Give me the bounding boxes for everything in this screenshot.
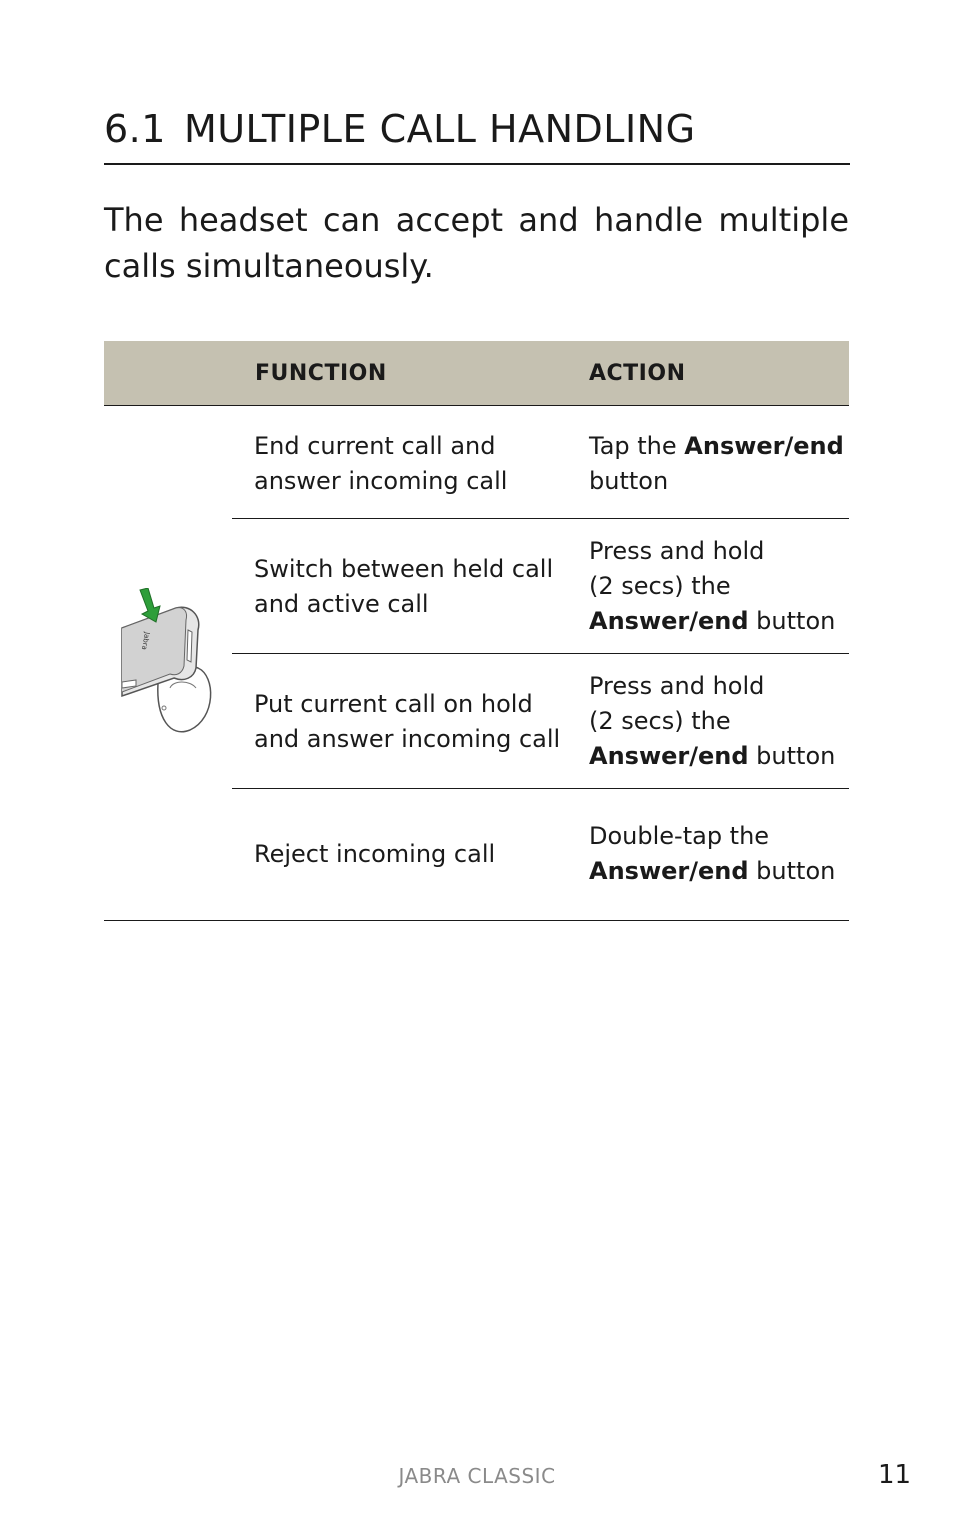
press-arrow-icon: [140, 588, 160, 622]
action-text: button: [748, 607, 836, 635]
function-text: and active call: [254, 590, 429, 618]
footer-brand: JABRA CLASSIC: [398, 1464, 556, 1488]
action-text: Tap the: [589, 432, 685, 460]
function-cell: [254, 429, 564, 499]
intro-paragraph: The headset can accept and handle multiple calls simultaneously.: [104, 201, 849, 285]
table-row: [232, 519, 849, 654]
action-text: (2 secs) the: [589, 572, 731, 600]
button-name: Answer/end: [684, 432, 844, 460]
action-line: [589, 534, 849, 569]
row-divider: [104, 920, 849, 921]
table-row: [232, 789, 849, 921]
action-line: [589, 464, 849, 499]
function-text: Switch between held call: [254, 555, 554, 583]
action-line: [589, 604, 849, 639]
action-text: Press and hold: [589, 672, 765, 700]
action-cell: [589, 429, 849, 499]
table-row: [232, 405, 849, 519]
action-cell: [589, 669, 849, 774]
action-line: [589, 739, 849, 774]
action-text: button: [748, 857, 836, 885]
action-text: button: [748, 742, 836, 770]
action-text: Press and hold: [589, 537, 765, 565]
function-text: End current call and: [254, 432, 496, 460]
heading-rule: [104, 163, 850, 165]
function-text: Reject incoming call: [254, 840, 496, 868]
button-name: Answer/end: [589, 857, 749, 885]
section-title: MULTIPLE CALL HANDLING: [183, 107, 696, 151]
header-action: ACTION: [589, 361, 686, 386]
page-number: 11: [878, 1460, 912, 1490]
section-number: 6.1: [104, 107, 166, 151]
action-line: [589, 569, 849, 604]
function-cell: [254, 552, 564, 622]
table-row: [232, 654, 849, 789]
function-cell: [254, 687, 564, 757]
action-line: [589, 854, 849, 889]
logo-text: Jabra: [139, 631, 151, 651]
table-header: [104, 341, 849, 406]
action-text: (2 secs) the: [589, 707, 731, 735]
function-text: Put current call on hold: [254, 690, 533, 718]
action-text: Double-tap the: [589, 822, 770, 850]
action-text: button: [589, 467, 669, 495]
function-text: and answer incoming call: [254, 725, 561, 753]
section-heading: [104, 104, 849, 154]
headset-with-press-arrow-icon: [118, 588, 218, 738]
action-line: [589, 669, 849, 704]
action-cell: [589, 819, 849, 889]
function-text: answer incoming call: [254, 467, 508, 495]
action-line: [589, 819, 849, 854]
function-cell: [254, 837, 564, 872]
action-cell: [589, 534, 849, 639]
header-function: FUNCTION: [255, 361, 387, 386]
action-line: [589, 429, 849, 464]
button-name: Answer/end: [589, 607, 749, 635]
action-line: [589, 704, 849, 739]
button-name: Answer/end: [589, 742, 749, 770]
